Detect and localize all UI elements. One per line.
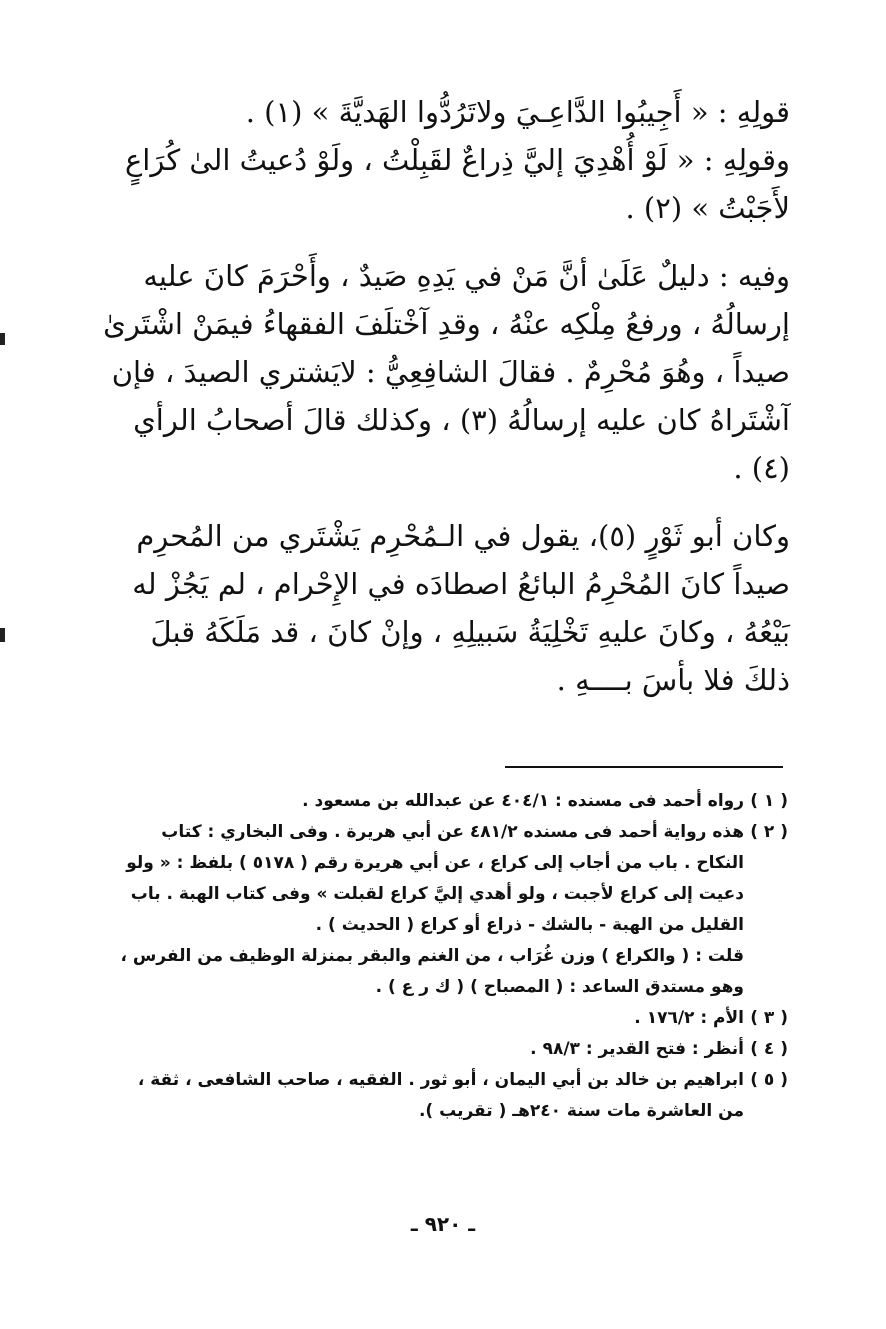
footnote-number: ( ٣ ) <box>750 1008 788 1028</box>
footnote-5 <box>108 1065 788 1127</box>
scan-edge-mark <box>0 628 5 642</box>
footnote-number: ( ٤ ) <box>750 1039 788 1059</box>
footnote-4 <box>108 1034 788 1065</box>
footnote-number: ( ٥ ) <box>750 1070 788 1090</box>
footnote-2 <box>108 817 788 941</box>
footnote-number: ( ١ ) <box>750 791 788 811</box>
footnote-text: هذه رواية أحمد فى مسنده ٤٨١/٢ عن أبي هريرة . وفى البخاري : كتاب النكاح . باب من أجاب إلى كراع ، عن أبي هريرة رقم ( ٥١٧٨ ) بلفظ : « ولو دعيت إلى كراع لأجبت ، ولو أهدي إليَّ كراع لقبلت » وفى كتاب الهبة . باب القليل من الهبة - بالشك - ذراع أو كراع ( الحديث ) . <box>126 822 744 935</box>
footnote-text: ابراهيم بن خالد بن أبي اليمان ، أبو ثور . الفقيه ، صاحب الشافعى ، ثقة ، من العاشرة مات سنة ٢٤٠هـ ( تقريب ). <box>137 1070 744 1121</box>
footnote-text: رواه أحمد فى مسنده : ٤٠٤/١ عن عبدالله بن مسعود . <box>302 791 744 811</box>
footnote-3 <box>108 1003 788 1034</box>
footnote-divider <box>505 766 783 768</box>
footnote-2-note: قلت : ( والكراع ) وزن غُرَاب ، من الغنم والبقر بمنزلة الوظيف من الفرس ، وهو مستدق الساعد : ( المصباح ) ( ك ر ع ) . <box>120 946 744 997</box>
scan-edge-mark <box>0 333 5 345</box>
page-number: ـ ٩٢٠ ـ <box>410 1212 476 1236</box>
main-text <box>100 88 790 704</box>
footnote-number: ( ٢ ) <box>750 822 788 842</box>
footnotes <box>108 786 788 1127</box>
footnote-1 <box>108 786 788 817</box>
paragraph-gap <box>100 492 790 512</box>
main-paragraph-4: وكان أبو ثَوْرٍ (٥)، يقول في الـمُحْرِم يَشْتَري من المُحرِم صيداً كانَ المُحْرِمُ البائعُ اصطادَه في الإِحْرام ، لم يَجُزْ له بَيْعُهُ ، وكانَ عليهِ تَخْلِيَةُ سَبيلِهِ ، وإنْ كانَ ، قد مَلَكَهُ قبلَ ذلكَ فلا بأسَ بــــهِ . <box>132 519 790 697</box>
main-paragraph-2: وقولِهِ : « لَوْ أُهْدِيَ إليَّ ذِراعٌ لقَبِلْتُ ، ولَوْ دُعيتُ الىٰ كُرَاعٍ لأَجَبْتُ » (٢) . <box>125 143 790 225</box>
main-paragraph-3: وفيه : دليلٌ عَلَىٰ أنَّ مَنْ في يَدِهِ صَيدٌ ، وأَحْرَمَ كانَ عليه إرسالُهُ ، ورفعُ مِلْكِه عنْهُ ، وقدِ آخْتلَفَ الفقهاءُ فيمَنْ اشْتَرىٰ صيداً ، وهُوَ مُحْرِمٌ . فقالَ الشافِعِيُّ : لايَشتري الصيدَ ، فإن آشْتَراهُ كان عليه إرسالُهُ (٣) ، وكذلك قالَ أصحابُ الرأي (٤) . <box>103 259 790 485</box>
footnote-text: أنظر : فتح القدير : ٩٨/٣ . <box>530 1039 744 1059</box>
main-paragraph-1: قولِهِ : « أَجِيبُوا الدَّاعِـيَ ولاتَرُدُّوا الهَديَّةَ » (١) . <box>245 95 790 129</box>
paragraph-gap <box>100 232 790 252</box>
footnote-text: الأم : ١٧٦/٢ . <box>634 1008 744 1028</box>
